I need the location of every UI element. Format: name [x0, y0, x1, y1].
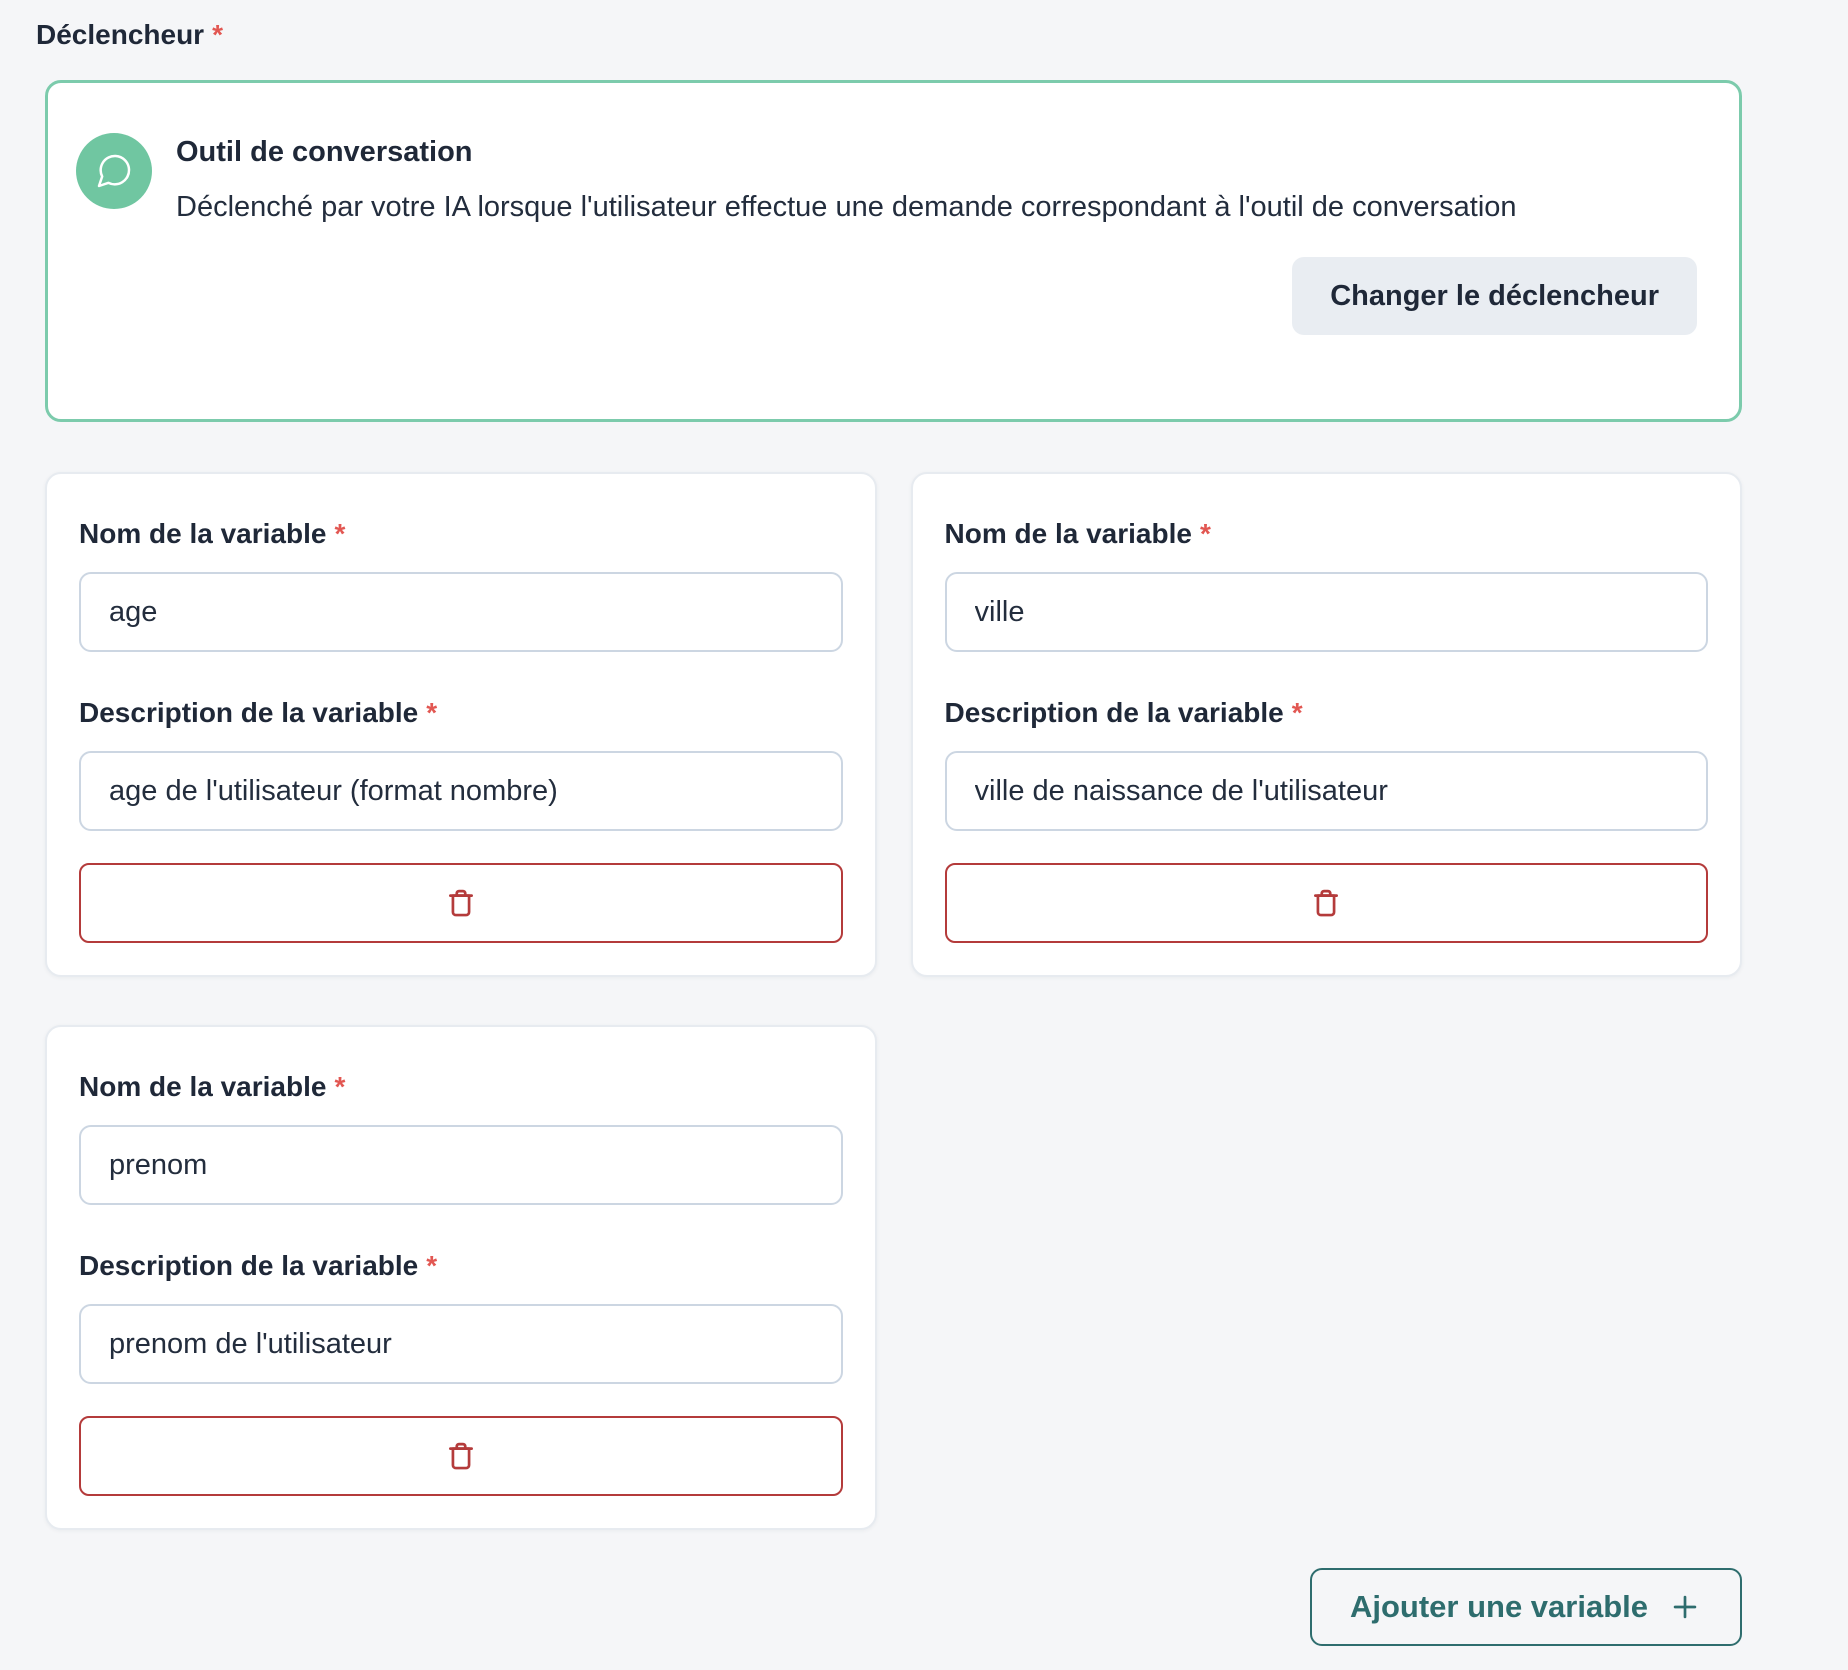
required-asterisk: *: [334, 518, 346, 549]
chat-bubble-icon: [76, 133, 152, 209]
variable-name-label-text: Nom de la variable: [944, 518, 1192, 549]
add-variable-button[interactable]: [1310, 1568, 1742, 1646]
trigger-card: [45, 80, 1742, 422]
variable-name-input[interactable]: [945, 572, 1709, 652]
variable-description-label: [945, 697, 1709, 729]
variable-name-label-text: Nom de la variable: [79, 518, 327, 549]
required-asterisk: *: [212, 19, 223, 50]
variable-name-label: [79, 518, 843, 550]
variable-description-input[interactable]: [945, 751, 1709, 831]
variable-description-label: [79, 1250, 843, 1282]
variable-name-label-text: Nom de la variable: [79, 1071, 327, 1102]
variable-name-input[interactable]: [79, 572, 843, 652]
trigger-title: Outil de conversation: [176, 136, 473, 168]
add-variable-row: [45, 1568, 1742, 1646]
variable-card: [45, 1025, 877, 1530]
required-asterisk: *: [1291, 697, 1303, 728]
delete-variable-button[interactable]: [79, 863, 843, 943]
trigger-texts: [176, 133, 1517, 227]
variable-name-input[interactable]: [79, 1125, 843, 1205]
variable-description-input[interactable]: [79, 751, 843, 831]
delete-variable-button[interactable]: [79, 1416, 843, 1496]
variable-description-label-text: Description de la variable: [79, 697, 419, 728]
required-asterisk: *: [1199, 518, 1211, 549]
variable-name-label: [945, 518, 1709, 550]
add-variable-button-label: Ajouter une variable: [1349, 1589, 1648, 1624]
variable-description-input[interactable]: [79, 1304, 843, 1384]
required-asterisk: *: [426, 697, 438, 728]
delete-variable-button[interactable]: [945, 863, 1709, 943]
trigger-field-label-text: Déclencheur: [36, 19, 205, 50]
trigger-description: Déclenché par votre IA lorsque l'utilisateur effectue une demande correspondant à l'outil de conversation: [176, 191, 1517, 223]
variable-card: [911, 472, 1743, 977]
variable-description-label: [79, 697, 843, 729]
variables-grid: [45, 472, 1742, 1530]
plus-icon: [1668, 1590, 1702, 1624]
trash-icon: [444, 886, 478, 920]
trash-icon: [444, 1439, 478, 1473]
variable-card: [45, 472, 877, 977]
required-asterisk: *: [426, 1250, 438, 1281]
variable-name-label: [79, 1071, 843, 1103]
trash-icon: [1309, 886, 1343, 920]
variable-description-label-text: Description de la variable: [944, 697, 1284, 728]
trigger-summary: [76, 133, 1697, 227]
variable-description-label-text: Description de la variable: [79, 1250, 419, 1281]
required-asterisk: *: [334, 1071, 346, 1102]
trigger-field-label: [36, 18, 1742, 52]
change-trigger-button[interactable]: Changer le déclencheur: [1292, 257, 1697, 335]
